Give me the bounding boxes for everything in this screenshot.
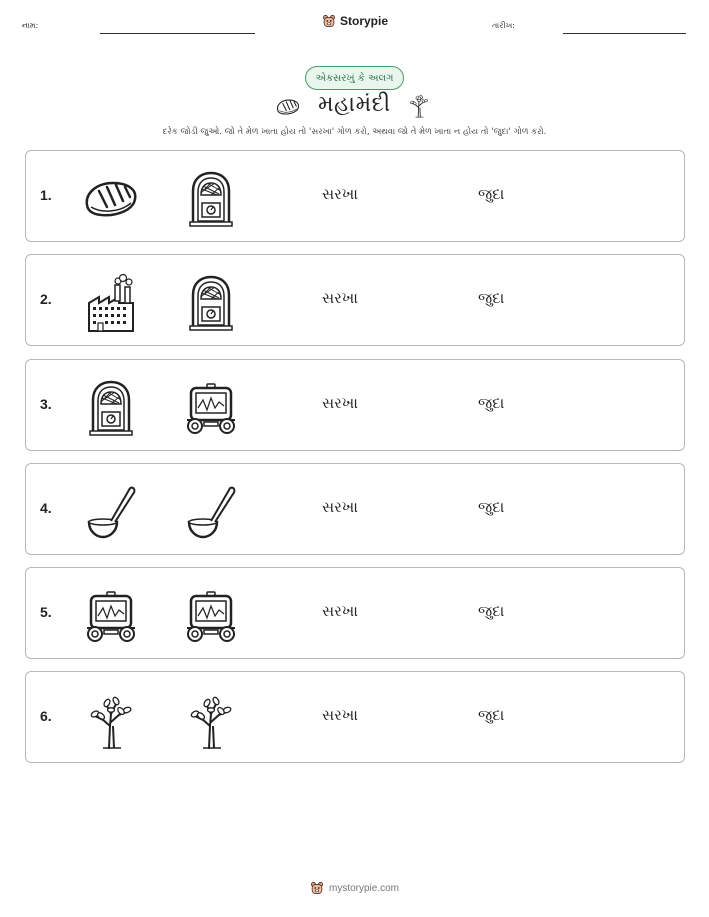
name-label: નામ: — [22, 21, 39, 30]
same-option[interactable]: સરખા — [322, 706, 358, 724]
radio-icon — [81, 378, 141, 438]
different-option[interactable]: જુદા — [478, 706, 505, 724]
worksheet-title: મહામંદી — [318, 92, 391, 117]
different-option[interactable]: જુદા — [478, 289, 505, 307]
exercise-row — [25, 359, 685, 451]
tree-icon — [406, 88, 432, 122]
row-number: 4. — [40, 500, 52, 516]
different-option[interactable]: જુદા — [478, 602, 505, 620]
wagon-icon — [81, 586, 141, 646]
same-option[interactable]: સરખા — [322, 602, 358, 620]
different-option[interactable]: જુદા — [478, 185, 505, 203]
same-option[interactable]: સરખા — [322, 289, 358, 307]
radio-icon — [181, 273, 241, 333]
brand-logo — [322, 13, 388, 29]
exercise-row — [25, 254, 685, 346]
same-option[interactable]: સરખા — [322, 498, 358, 516]
instructions: દરેક જોડી જુઓ. જો તે મેળ ખાતા હોય તો 'સરખા' ગોળ કરો, અથવા જો તે મેળ ખાતા ન હોય તો 'જુદા' ગોળ કરો. — [162, 127, 547, 137]
ladle-icon — [81, 482, 141, 542]
row-number: 6. — [40, 708, 52, 724]
exercise-row — [25, 463, 685, 555]
same-option[interactable]: સરખા — [322, 394, 358, 412]
exercise-row — [25, 671, 685, 763]
date-label: તારીખ: — [492, 21, 515, 30]
tree-icon — [181, 690, 241, 750]
brand-name: Storypie — [340, 14, 389, 28]
row-number: 1. — [40, 187, 52, 203]
ladle-icon — [181, 482, 241, 542]
factory-icon — [81, 273, 141, 333]
row-number: 2. — [40, 291, 52, 307]
different-option[interactable]: જુદા — [478, 498, 505, 516]
different-option[interactable]: જુદા — [478, 394, 505, 412]
bread-icon — [81, 169, 141, 229]
wagon-icon — [181, 378, 241, 438]
worksheet-header — [0, 0, 709, 44]
footer-site: mystorypie.com — [328, 882, 399, 894]
tree-icon — [81, 690, 141, 750]
row-number: 3. — [40, 396, 52, 412]
row-number: 5. — [40, 604, 52, 620]
storypie-mascot-icon — [322, 13, 336, 29]
wagon-icon — [181, 586, 241, 646]
footer — [0, 880, 709, 896]
name-field[interactable] — [100, 33, 255, 34]
category-badge: એકસરખું કે અલગ — [305, 66, 404, 90]
exercise-row — [25, 150, 685, 242]
same-option[interactable]: સરખા — [322, 185, 358, 203]
date-field[interactable] — [563, 33, 686, 34]
exercise-row — [25, 567, 685, 659]
storypie-mascot-icon — [310, 880, 324, 896]
radio-icon — [181, 169, 241, 229]
title-row — [0, 90, 709, 124]
